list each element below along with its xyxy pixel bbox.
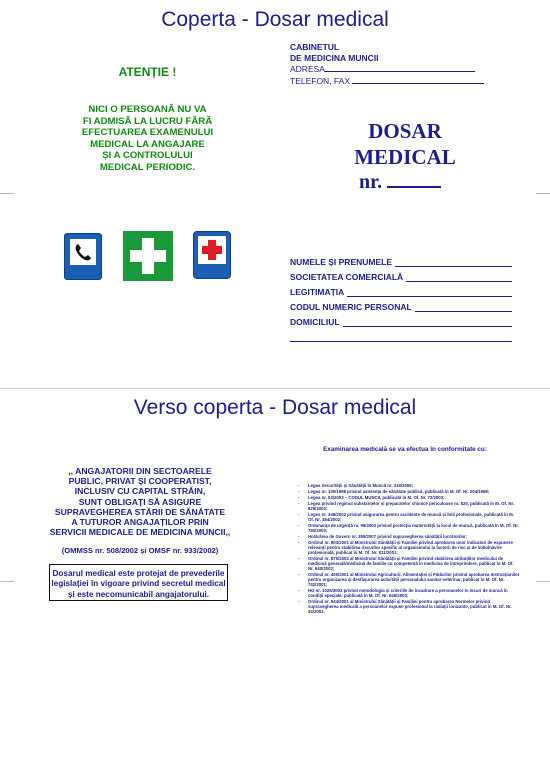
field-label: LEGITIMAȚIA [290, 287, 345, 297]
field-row [290, 282, 512, 297]
legal-item: - Legea privind regimul substanțelor și preparatelor chimice periculoase nr. 520, publicată în M. Of. Nr. 625/2003; [298, 501, 520, 511]
fold-mark [536, 193, 550, 194]
quote-line: ,, ANGAJATORII DIN SECTOARELE [68, 466, 212, 476]
warning-line: NICI O PERSOANĂ NU VA [88, 104, 207, 115]
exam-header: Examinarea medicală se va efectua în conformitate cu: [323, 446, 487, 453]
phone-handset-icon [73, 242, 93, 262]
phone-row [290, 75, 484, 87]
warning-text [55, 104, 240, 174]
legal-list [298, 483, 520, 615]
legal-item: - Legea nr. 100/1998 privind asistența de sănătate publică, publicată în M. Of. Nr. 204/1998; [298, 489, 520, 494]
fold-mark [536, 581, 550, 582]
quote-line: INCLUSIV CU CAPITAL STRĂIN, [74, 486, 206, 497]
address-line[interactable] [325, 63, 475, 72]
quote-line: A TUTUROR ANGAJAȚILOR PRIN [71, 517, 209, 528]
field-label: NUMELE ȘI PRENUMELE [290, 257, 393, 267]
warning-line: MEDICAL PERIODIC. [99, 161, 196, 173]
field-label: DOMICILIUL [290, 317, 340, 327]
box-line: și este necomunicabil angajatorului. [67, 589, 210, 599]
field-label: SOCIETATEA COMERCIALĂ [290, 272, 404, 282]
field-row [290, 327, 512, 342]
big-title-line-1: DOSAR [368, 119, 442, 143]
warning-line: MEDICAL LA ANGAJARE [90, 138, 205, 150]
verso-title: Verso coperta - Dosar medical [133, 396, 417, 419]
quote-line: PUBLIC, PRIVAT ȘI COOPERATIST, [68, 476, 212, 487]
cabinet-line-1: CABINETUL [290, 42, 340, 52]
cabinet-line-2: DE MEDICINA MUNCII [290, 52, 379, 63]
cabinet-block [290, 42, 484, 86]
dosar-medical-title [330, 118, 480, 170]
legal-item: - Ordinul nr. 870/2002 al Ministrului Sănătății și Familiei privind stabilirea atribuțiilor medicului de medicină generală/medicină de familie cu competență în medicina de întreprindere, publicat în M. Of. Nr. 640/2002; [298, 556, 520, 571]
legal-item: - Legea nr. 53/2003 – CODUL MUNCII, publicată în M. Of. Nr. 72/2003; [298, 495, 520, 500]
quote-line: SERVICII MEDICALE DE MEDICINA MUNCII,, [49, 527, 231, 538]
warning-line: EFECTUAREA EXAMENULUI [81, 127, 214, 139]
legal-item: - Legea nr. 346/2002 privind asigurarea pentru accidente de muncă și boli profesionale, publicată în M. Of. Nr. 454/2002; [298, 512, 520, 522]
quote-line: SUNT OBLIGAȚI SĂ ASIGURE [78, 496, 202, 507]
number-row [359, 171, 441, 194]
field-line[interactable] [343, 318, 512, 327]
employer-quote [40, 466, 240, 537]
red-cross-icon [193, 231, 231, 279]
legal-item: - Legea Securității și Sănătății în Muncă nr. 319/2006; [298, 483, 520, 488]
legal-item: - HG nr. 1025/2003 privind metodologia și criteriile de încadrare a persoanelor în locuri de muncă în condiții speciale, publicată în M. Of. Nr. 645/2003; [298, 588, 520, 598]
fold-mark [0, 581, 14, 582]
legal-item: - Ordinul nr. 803/2001 al Ministrului Sănătății și Familiei privind aprobarea unor indicatori de expunere relevanți pentru stabilirea riscurilor specific al organismului la factorii de risc și de îmbolnăvire profesională, publicat în M. Of. Nr. 811/2001; [298, 540, 520, 555]
big-title-line-2: MEDICAL [354, 145, 456, 169]
field-row [290, 297, 512, 312]
confidentiality-box [49, 564, 228, 601]
address-label: ADRESA [290, 64, 325, 74]
field-line[interactable] [290, 333, 512, 342]
address-row [290, 63, 484, 75]
legal-item: - Hotărârea de Guvern nr. 355/2007 privind supravegherea sănătății lucrătorilor; [298, 534, 520, 539]
box-line: Dosarul medical este protejat de prevederile [52, 569, 225, 578]
quote-line: SUPRAVEGHEREA STĂRII DE SĂNĂTATE [54, 506, 226, 517]
box-line: legislației în vigoare privind secretul medical [51, 579, 226, 589]
attention-heading: ATENȚIE ! [118, 65, 177, 79]
warning-line: FI ADMISĂ LA LUCRU FĂRĂ [82, 115, 213, 127]
field-row [290, 252, 512, 267]
green-cross-icon [123, 231, 173, 281]
field-row [290, 312, 512, 327]
legal-item: - Ordinul nr. 944/2001 al Ministrului Sănătății și Familiei pentru aprobarea Normelor privind supravegherea medicală a persoanelor expuse profesional la radiații ionizante, publicat în M. Of. Nr. 34/2002. [298, 599, 520, 614]
cover-title: Coperta - Dosar medical [161, 8, 389, 31]
field-line[interactable] [395, 258, 512, 267]
phone-line[interactable] [352, 75, 484, 84]
legal-item: - Ordinul nr. 400/2001 al Ministrului Agriculturii, Alimentației și Pădurilor privind aprobarea Instrucțiunilor pentru organizarea și desfășurarea activității personalului sanitar-veterinar, publicat în M. Of. Nr. 742/2001; [298, 572, 520, 587]
legal-item: - Ordonanța de urgență nr. 99/2003 privind protecția maternității la locul de muncă, publicată în M. Of. Nr. 750/2003; [298, 523, 520, 533]
field-row [290, 267, 512, 282]
number-line[interactable] [387, 172, 441, 188]
number-label: nr. [359, 171, 383, 193]
legal-reference: (OMMSS nr. 508/2002 și OMSF nr. 933/2002) [61, 546, 219, 555]
page-separator [0, 388, 550, 389]
field-line[interactable] [415, 303, 512, 312]
phone-sign-icon [64, 233, 102, 280]
field-line[interactable] [406, 273, 512, 282]
warning-line: ȘI A CONTROLULUI [102, 150, 193, 162]
personal-fields [290, 252, 512, 342]
phone-label: TELEFON, FAX [290, 75, 350, 86]
fold-mark [0, 193, 14, 194]
field-line[interactable] [347, 288, 512, 297]
field-label: CODUL NUMERIC PERSONAL [290, 302, 412, 312]
